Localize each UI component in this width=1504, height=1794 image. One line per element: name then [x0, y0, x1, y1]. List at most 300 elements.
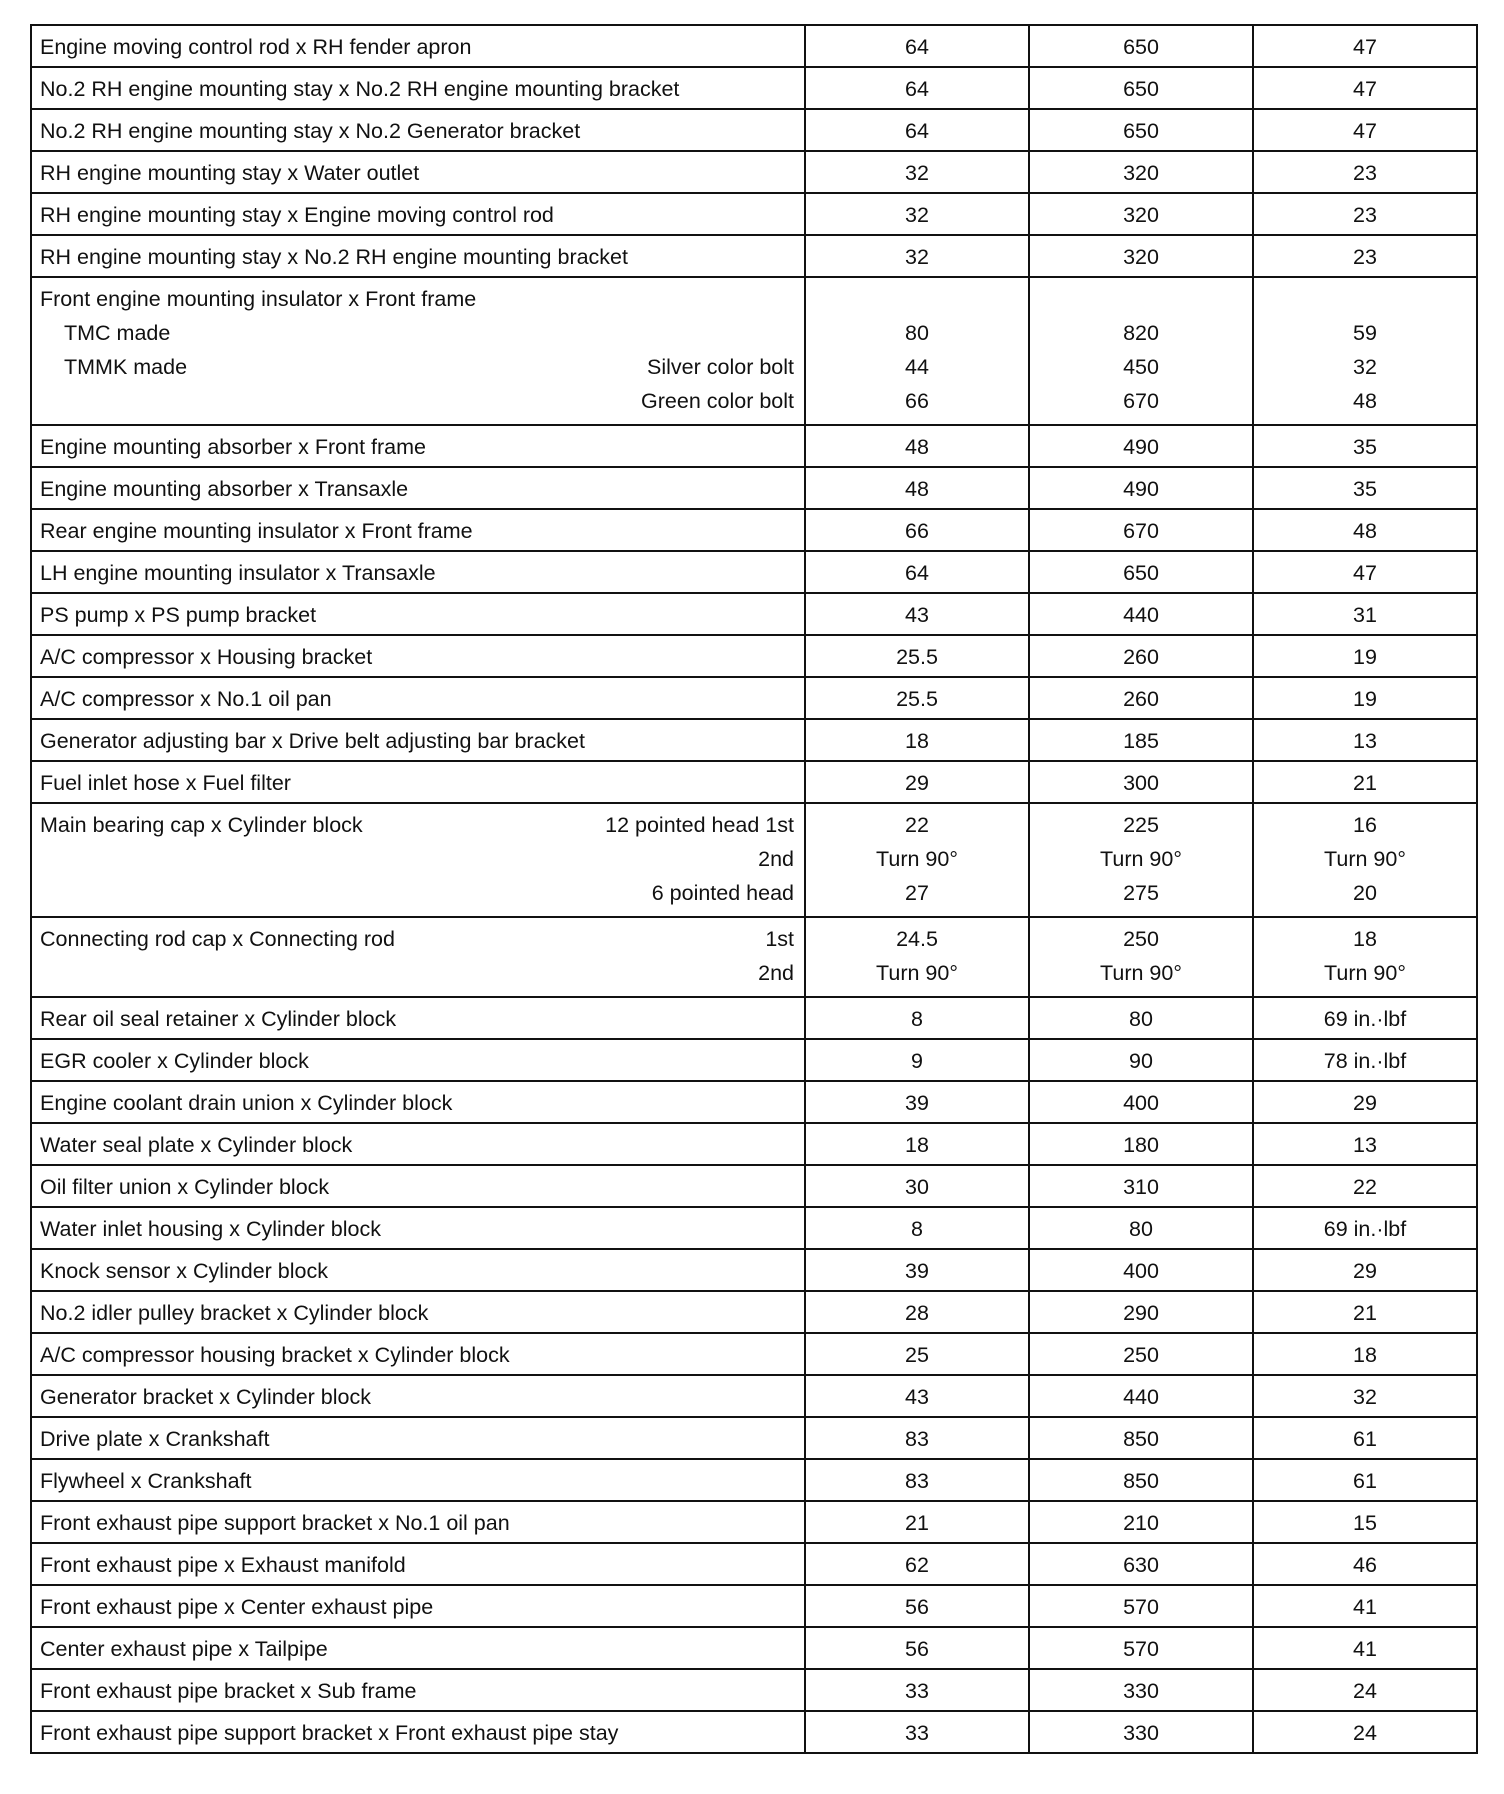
part-cell: [31, 1459, 805, 1501]
value-text: 440: [1123, 603, 1159, 627]
torque-value-cell-2: [1029, 277, 1253, 425]
part-cell: [31, 467, 805, 509]
value-text: 62: [905, 1553, 929, 1577]
torque-value-cell-3: [1253, 1207, 1477, 1249]
value-text: 29: [1353, 1259, 1377, 1283]
torque-spec-table: [30, 24, 1478, 1754]
table-row: [31, 25, 1477, 67]
value-text: 48: [1353, 389, 1377, 413]
value-text: 64: [905, 119, 929, 143]
torque-value-cell-1: [805, 761, 1029, 803]
value-text: 570: [1123, 1637, 1159, 1661]
value-text: 61: [1353, 1469, 1377, 1493]
torque-value-cell-2: [1029, 1375, 1253, 1417]
value-text: 61: [1353, 1427, 1377, 1451]
table-row: [31, 803, 1477, 917]
value-text: 13: [1353, 1133, 1377, 1157]
value-text: 21: [905, 1511, 929, 1535]
torque-value-cell-1: [805, 1333, 1029, 1375]
torque-value-cell-3: [1253, 1711, 1477, 1753]
torque-value-cell-1: [805, 151, 1029, 193]
torque-value-cell-2: [1029, 25, 1253, 67]
condition-label: 12 pointed head 1st: [605, 813, 794, 837]
part-cell: [31, 1165, 805, 1207]
value-text: 850: [1123, 1427, 1159, 1451]
part-label: No.2 RH engine mounting stay x No.2 RH engine mounting bracket: [40, 77, 680, 101]
table-row: [31, 761, 1477, 803]
torque-value-cell-2: [1029, 509, 1253, 551]
value-text: 33: [905, 1721, 929, 1745]
part-cell: [31, 719, 805, 761]
part-cell: [31, 1291, 805, 1333]
table-body: [31, 25, 1477, 1753]
torque-value-cell-3: [1253, 235, 1477, 277]
value-text: 47: [1353, 35, 1377, 59]
part-cell: [31, 509, 805, 551]
value-text: 250: [1123, 927, 1159, 951]
value-text: Turn 90°: [1100, 961, 1182, 985]
value-text: 64: [905, 77, 929, 101]
table-row: [31, 151, 1477, 193]
part-label: Generator bracket x Cylinder block: [40, 1385, 372, 1409]
value-text: 48: [905, 477, 929, 501]
torque-value-cell-2: [1029, 803, 1253, 917]
torque-value-cell-1: [805, 593, 1029, 635]
table-row: [31, 1249, 1477, 1291]
torque-value-cell-3: [1253, 1249, 1477, 1291]
value-text: 25.5: [896, 645, 938, 669]
value-text: 32: [1353, 1385, 1377, 1409]
part-label: Engine mounting absorber x Transaxle: [40, 477, 409, 501]
part-label: Oil filter union x Cylinder block: [40, 1175, 330, 1199]
torque-value-cell-3: [1253, 1501, 1477, 1543]
value-text: 20: [1353, 881, 1377, 905]
torque-value-cell-1: [805, 67, 1029, 109]
value-text: 450: [1123, 355, 1159, 379]
torque-value-cell-1: [805, 1081, 1029, 1123]
value-text: 260: [1123, 645, 1159, 669]
torque-value-cell-2: [1029, 997, 1253, 1039]
value-text: 275: [1123, 881, 1159, 905]
value-text: 80: [1129, 1217, 1153, 1241]
table-row: [31, 719, 1477, 761]
value-text: 820: [1123, 321, 1159, 345]
torque-value-cell-3: [1253, 1375, 1477, 1417]
torque-value-cell-2: [1029, 1081, 1253, 1123]
value-text: 59: [1353, 321, 1377, 345]
torque-value-cell-1: [805, 1459, 1029, 1501]
condition-label: Green color bolt: [641, 389, 794, 413]
part-label: No.2 RH engine mounting stay x No.2 Generator bracket: [40, 119, 581, 143]
part-label: RH engine mounting stay x Engine moving control rod: [40, 203, 554, 227]
value-text: 320: [1123, 203, 1159, 227]
table-row: [31, 1459, 1477, 1501]
table-row: [31, 997, 1477, 1039]
value-text: 27: [905, 881, 929, 905]
value-text: 44: [905, 355, 929, 379]
torque-value-cell-3: [1253, 1081, 1477, 1123]
value-text: 41: [1353, 1595, 1377, 1619]
torque-value-cell-1: [805, 917, 1029, 997]
value-text: 66: [905, 389, 929, 413]
value-text: 66: [905, 519, 929, 543]
torque-value-cell-3: [1253, 1669, 1477, 1711]
value-text: 18: [905, 729, 929, 753]
torque-value-cell-1: [805, 1417, 1029, 1459]
part-label: Flywheel x Crankshaft: [40, 1469, 252, 1493]
part-cell: [31, 1669, 805, 1711]
part-label: Front exhaust pipe support bracket x Front exhaust pipe stay: [40, 1721, 619, 1745]
torque-value-cell-2: [1029, 1291, 1253, 1333]
table-row: [31, 193, 1477, 235]
condition-label: 2nd: [758, 961, 794, 985]
table-row: [31, 235, 1477, 277]
value-text: 850: [1123, 1469, 1159, 1493]
torque-value-cell-3: [1253, 109, 1477, 151]
torque-value-cell-3: [1253, 1543, 1477, 1585]
torque-value-cell-2: [1029, 1627, 1253, 1669]
table-row: [31, 551, 1477, 593]
condition-label: 2nd: [758, 847, 794, 871]
value-text: 19: [1353, 645, 1377, 669]
torque-value-cell-2: [1029, 1711, 1253, 1753]
value-text: 41: [1353, 1637, 1377, 1661]
torque-value-cell-3: [1253, 67, 1477, 109]
table-row: [31, 67, 1477, 109]
torque-value-cell-3: [1253, 593, 1477, 635]
value-text: 310: [1123, 1175, 1159, 1199]
part-label: RH engine mounting stay x No.2 RH engine mounting bracket: [40, 245, 628, 269]
torque-value-cell-2: [1029, 1543, 1253, 1585]
torque-value-cell-3: [1253, 467, 1477, 509]
value-text: 48: [905, 435, 929, 459]
value-text: 570: [1123, 1595, 1159, 1619]
part-label: TMC made: [64, 321, 171, 345]
part-cell: [31, 551, 805, 593]
torque-value-cell-3: [1253, 635, 1477, 677]
torque-value-cell-2: [1029, 235, 1253, 277]
part-label: [40, 842, 758, 876]
value-text: 9: [911, 1049, 923, 1073]
part-cell: [31, 997, 805, 1039]
value-text: 185: [1123, 729, 1159, 753]
part-label: Rear oil seal retainer x Cylinder block: [40, 1007, 397, 1031]
value-text: 47: [1353, 561, 1377, 585]
value-text: 32: [905, 161, 929, 185]
value-text: 35: [1353, 435, 1377, 459]
part-cell: [31, 635, 805, 677]
value-text: 250: [1123, 1343, 1159, 1367]
value-text: 670: [1123, 519, 1159, 543]
torque-value-cell-1: [805, 235, 1029, 277]
torque-value-cell-2: [1029, 761, 1253, 803]
torque-value-cell-2: [1029, 425, 1253, 467]
torque-value-cell-1: [805, 1165, 1029, 1207]
torque-value-cell-1: [805, 1669, 1029, 1711]
part-label: Rear engine mounting insulator x Front frame: [40, 519, 473, 543]
torque-value-cell-2: [1029, 1165, 1253, 1207]
part-label: [40, 876, 652, 910]
value-text: 16: [1353, 813, 1377, 837]
part-label: [40, 384, 641, 418]
value-text: 18: [1353, 927, 1377, 951]
part-label: A/C compressor x No.1 oil pan: [40, 687, 332, 711]
part-cell: [31, 193, 805, 235]
value-text: Turn 90°: [876, 847, 958, 871]
value-text: 43: [905, 603, 929, 627]
table-row: [31, 1165, 1477, 1207]
part-cell: [31, 1375, 805, 1417]
torque-value-cell-1: [805, 1501, 1029, 1543]
part-label: Front exhaust pipe x Exhaust manifold: [40, 1553, 406, 1577]
value-text: 330: [1123, 1679, 1159, 1703]
part-cell: [31, 803, 805, 917]
part-cell: [31, 151, 805, 193]
table-row: [31, 1039, 1477, 1081]
torque-value-cell-2: [1029, 67, 1253, 109]
part-cell: [31, 1123, 805, 1165]
value-text: 56: [905, 1637, 929, 1661]
value-text: 300: [1123, 771, 1159, 795]
value-text: 320: [1123, 161, 1159, 185]
value-text: 69 in.·lbf: [1323, 1217, 1407, 1241]
part-cell: [31, 917, 805, 997]
torque-value-cell-3: [1253, 509, 1477, 551]
value-text: 8: [911, 1007, 923, 1031]
torque-value-cell-3: [1253, 1291, 1477, 1333]
value-text: [1030, 282, 1252, 316]
torque-value-cell-1: [805, 551, 1029, 593]
torque-value-cell-3: [1253, 1039, 1477, 1081]
torque-value-cell-2: [1029, 677, 1253, 719]
value-text: 15: [1353, 1511, 1377, 1535]
part-cell: [31, 1039, 805, 1081]
torque-value-cell-2: [1029, 1249, 1253, 1291]
value-text: 13: [1353, 729, 1377, 753]
part-cell: [31, 1333, 805, 1375]
torque-value-cell-2: [1029, 1669, 1253, 1711]
value-text: 490: [1123, 477, 1159, 501]
condition-label: Silver color bolt: [647, 355, 794, 379]
torque-value-cell-2: [1029, 1501, 1253, 1543]
part-label: Engine mounting absorber x Front frame: [40, 435, 427, 459]
value-text: 64: [905, 35, 929, 59]
part-label: Engine coolant drain union x Cylinder block: [40, 1091, 453, 1115]
torque-value-cell-1: [805, 1039, 1029, 1081]
torque-value-cell-1: [805, 1123, 1029, 1165]
part-cell: [31, 1501, 805, 1543]
table-row: [31, 677, 1477, 719]
value-text: 24.5: [896, 927, 938, 951]
value-text: 21: [1353, 771, 1377, 795]
part-label: Main bearing cap x Cylinder block: [40, 813, 363, 837]
torque-value-cell-2: [1029, 193, 1253, 235]
value-text: 210: [1123, 1511, 1159, 1535]
part-cell: [31, 1585, 805, 1627]
part-cell: [31, 1207, 805, 1249]
value-text: [806, 282, 1028, 316]
part-label: A/C compressor x Housing bracket: [40, 645, 373, 669]
value-text: 25: [905, 1343, 929, 1367]
value-text: 29: [905, 771, 929, 795]
part-cell: [31, 235, 805, 277]
torque-value-cell-2: [1029, 719, 1253, 761]
part-label: Connecting rod cap x Connecting rod: [40, 927, 395, 951]
value-text: 18: [905, 1133, 929, 1157]
torque-value-cell-2: [1029, 917, 1253, 997]
part-cell: [31, 67, 805, 109]
part-cell: [31, 25, 805, 67]
torque-value-cell-1: [805, 25, 1029, 67]
value-text: 650: [1123, 35, 1159, 59]
table-row: [31, 1081, 1477, 1123]
torque-value-cell-3: [1253, 25, 1477, 67]
value-text: Turn 90°: [876, 961, 958, 985]
part-label: TMMK made: [64, 355, 188, 379]
table-row: [31, 917, 1477, 997]
value-text: 32: [905, 245, 929, 269]
table-row: [31, 1543, 1477, 1585]
part-label: No.2 idler pulley bracket x Cylinder block: [40, 1301, 429, 1325]
torque-value-cell-3: [1253, 997, 1477, 1039]
part-cell: [31, 761, 805, 803]
torque-value-cell-1: [805, 1291, 1029, 1333]
part-cell: [31, 1627, 805, 1669]
torque-value-cell-3: [1253, 425, 1477, 467]
value-text: 260: [1123, 687, 1159, 711]
value-text: 180: [1123, 1133, 1159, 1157]
table-row: [31, 1585, 1477, 1627]
part-label: Center exhaust pipe x Tailpipe: [40, 1637, 328, 1661]
value-text: 400: [1123, 1091, 1159, 1115]
part-label: Water inlet housing x Cylinder block: [40, 1217, 381, 1241]
torque-value-cell-2: [1029, 1333, 1253, 1375]
value-text: 83: [905, 1469, 929, 1493]
torque-value-cell-2: [1029, 467, 1253, 509]
torque-value-cell-1: [805, 509, 1029, 551]
table-row: [31, 1375, 1477, 1417]
torque-value-cell-2: [1029, 551, 1253, 593]
value-text: 64: [905, 561, 929, 585]
part-label: Water seal plate x Cylinder block: [40, 1133, 353, 1157]
torque-value-cell-1: [805, 1711, 1029, 1753]
torque-value-cell-2: [1029, 635, 1253, 677]
table-row: [31, 1417, 1477, 1459]
torque-value-cell-3: [1253, 1333, 1477, 1375]
part-cell: [31, 1249, 805, 1291]
table-row: [31, 467, 1477, 509]
value-text: 225: [1123, 813, 1159, 837]
value-text: 8: [911, 1217, 923, 1241]
torque-value-cell-2: [1029, 1123, 1253, 1165]
part-label: Fuel inlet hose x Fuel filter: [40, 771, 291, 795]
torque-value-cell-1: [805, 277, 1029, 425]
value-text: 650: [1123, 561, 1159, 585]
value-text: 23: [1353, 203, 1377, 227]
torque-value-cell-3: [1253, 917, 1477, 997]
part-label: Drive plate x Crankshaft: [40, 1427, 270, 1451]
value-text: 630: [1123, 1553, 1159, 1577]
table-row: [31, 509, 1477, 551]
value-text: 39: [905, 1091, 929, 1115]
value-text: 650: [1123, 119, 1159, 143]
value-text: 83: [905, 1427, 929, 1451]
part-cell: [31, 1417, 805, 1459]
table-row: [31, 635, 1477, 677]
value-text: 400: [1123, 1259, 1159, 1283]
table-row: [31, 1123, 1477, 1165]
part-label: LH engine mounting insulator x Transaxle: [40, 561, 436, 585]
torque-value-cell-1: [805, 425, 1029, 467]
torque-value-cell-1: [805, 1207, 1029, 1249]
value-text: 90: [1129, 1049, 1153, 1073]
table-row: [31, 1711, 1477, 1753]
part-label: EGR cooler x Cylinder block: [40, 1049, 309, 1073]
value-text: 290: [1123, 1301, 1159, 1325]
value-text: 31: [1353, 603, 1377, 627]
torque-value-cell-3: [1253, 1459, 1477, 1501]
value-text: 23: [1353, 245, 1377, 269]
torque-value-cell-2: [1029, 1039, 1253, 1081]
torque-value-cell-2: [1029, 1585, 1253, 1627]
torque-value-cell-1: [805, 803, 1029, 917]
torque-value-cell-3: [1253, 1627, 1477, 1669]
torque-value-cell-1: [805, 677, 1029, 719]
value-text: 330: [1123, 1721, 1159, 1745]
value-text: 80: [905, 321, 929, 345]
part-label: Knock sensor x Cylinder block: [40, 1259, 328, 1283]
torque-value-cell-1: [805, 467, 1029, 509]
part-label: Front exhaust pipe support bracket x No.1 oil pan: [40, 1511, 510, 1535]
value-text: 650: [1123, 77, 1159, 101]
table-row: [31, 1207, 1477, 1249]
part-label: PS pump x PS pump bracket: [40, 603, 317, 627]
part-label: RH engine mounting stay x Water outlet: [40, 161, 420, 185]
value-text: 18: [1353, 1343, 1377, 1367]
torque-value-cell-3: [1253, 551, 1477, 593]
condition-label: 1st: [765, 927, 794, 951]
value-text: 320: [1123, 245, 1159, 269]
torque-value-cell-1: [805, 997, 1029, 1039]
value-text: 46: [1353, 1553, 1377, 1577]
torque-value-cell-1: [805, 193, 1029, 235]
value-text: 21: [1353, 1301, 1377, 1325]
value-text: 78 in.·lbf: [1323, 1049, 1407, 1073]
torque-value-cell-3: [1253, 1123, 1477, 1165]
table-row: [31, 109, 1477, 151]
torque-value-cell-1: [805, 635, 1029, 677]
part-cell: [31, 1711, 805, 1753]
part-cell: [31, 1081, 805, 1123]
torque-value-cell-3: [1253, 1585, 1477, 1627]
torque-value-cell-2: [1029, 109, 1253, 151]
part-cell: [31, 425, 805, 467]
value-text: 35: [1353, 477, 1377, 501]
part-label: [40, 956, 758, 990]
torque-value-cell-1: [805, 1249, 1029, 1291]
torque-value-cell-1: [805, 719, 1029, 761]
value-text: 33: [905, 1679, 929, 1703]
part-cell: [31, 109, 805, 151]
torque-value-cell-3: [1253, 1417, 1477, 1459]
table-row: [31, 1333, 1477, 1375]
part-label: Generator adjusting bar x Drive belt adjusting bar bracket: [40, 729, 585, 753]
value-text: 32: [905, 203, 929, 227]
table-row: [31, 1291, 1477, 1333]
value-text: 670: [1123, 389, 1159, 413]
torque-value-cell-2: [1029, 593, 1253, 635]
value-text: 19: [1353, 687, 1377, 711]
